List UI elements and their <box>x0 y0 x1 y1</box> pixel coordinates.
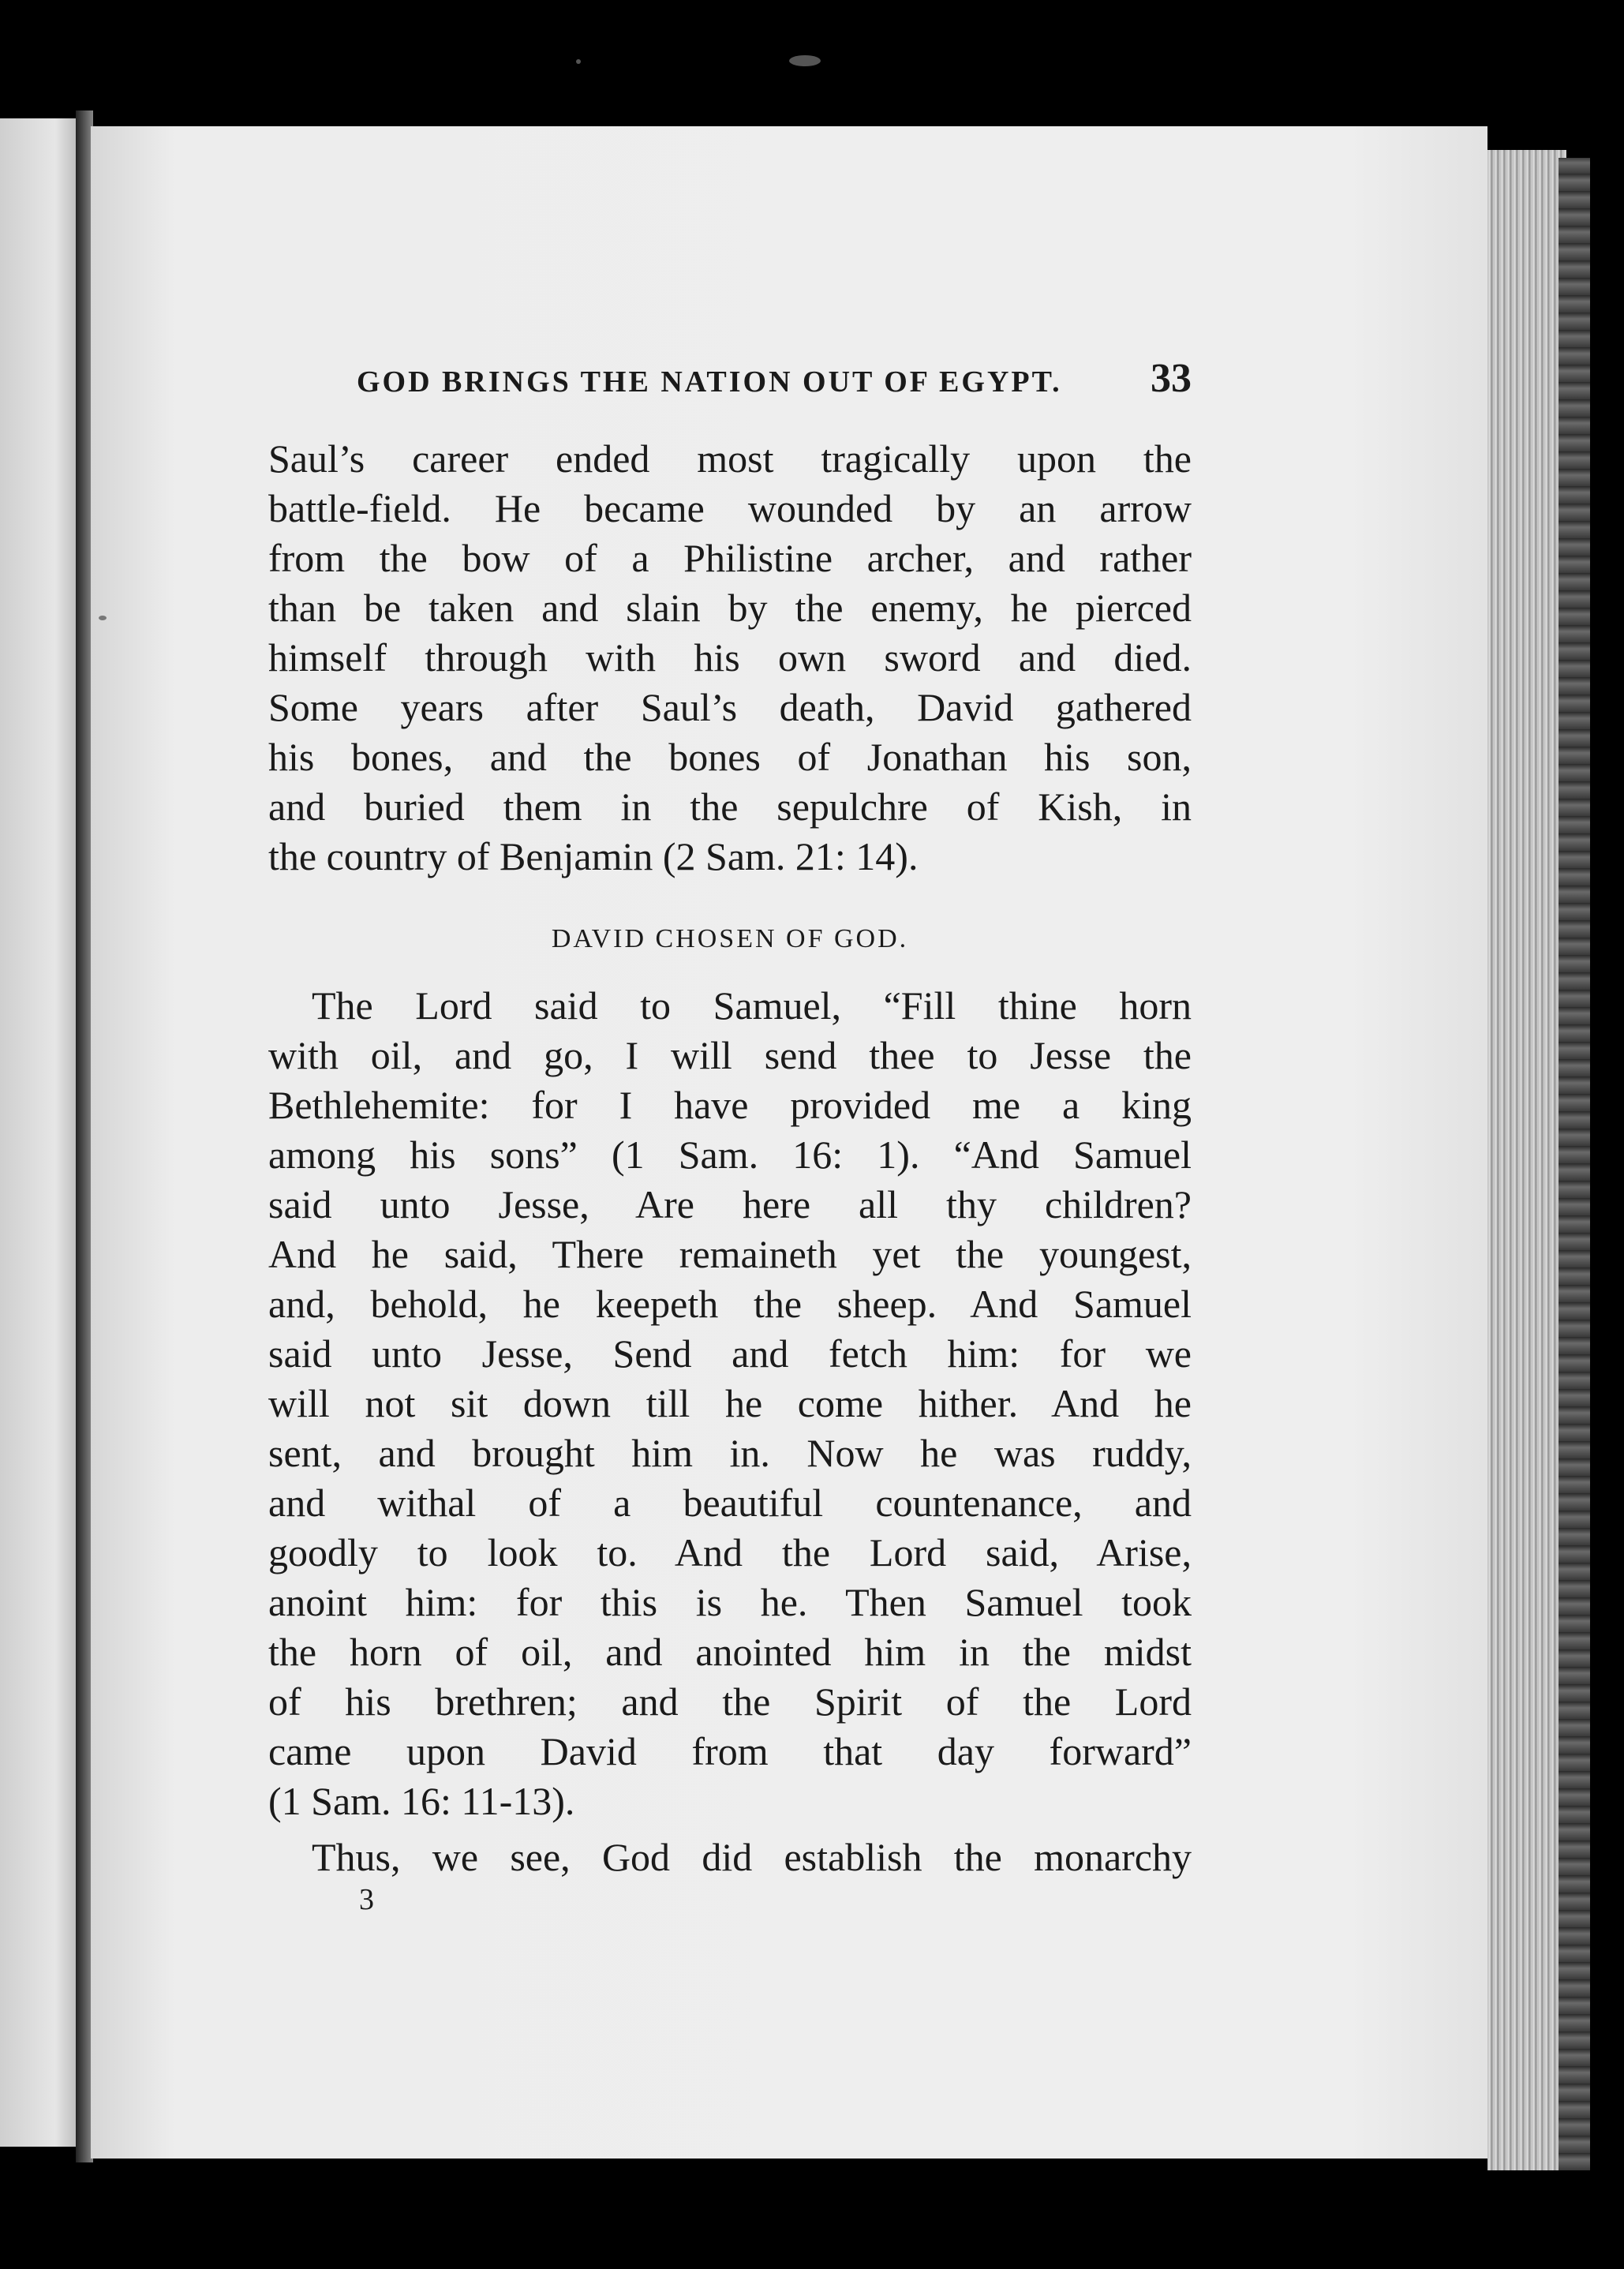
text-line: battle-field. He became wounded by an arrow <box>268 486 1192 530</box>
text-line: the horn of oil, and anointed him in the midst <box>268 1630 1192 1674</box>
text-line: Bethlehemite: for I have provided me a king <box>268 1083 1192 1127</box>
text-line: came upon David from that day forward” <box>268 1729 1192 1773</box>
text-line: The Lord said to Samuel, “Fill thine horn <box>312 983 1192 1028</box>
page-edge-shadow <box>1559 158 1590 2170</box>
previous-page-edge <box>0 118 79 2147</box>
dust-speck <box>99 616 107 620</box>
text-line: goodly to look to. And the Lord said, Arise, <box>268 1530 1192 1574</box>
text-line: (1 Sam. 16: 11-13). <box>268 1779 575 1823</box>
page-edge-stack <box>1487 150 1566 2170</box>
text-line: sent, and brought him in. Now he was ruddy, <box>268 1431 1192 1475</box>
paragraph-monarchy <box>268 1833 1192 1882</box>
text-line: Thus, we see, God did establish the monarchy <box>312 1835 1192 1879</box>
text-line: will not sit down till he come hither. And he <box>268 1381 1192 1425</box>
dust-speck <box>576 59 581 64</box>
text-line: Saul’s career ended most tragically upon the <box>268 436 1192 481</box>
text-line: of his brethren; and the Spirit of the Lord <box>268 1679 1192 1724</box>
text-line: and buried them in the sepulchre of Kish, in <box>268 784 1192 829</box>
text-line: Some years after Saul’s death, David gathered <box>268 685 1192 729</box>
dust-speck <box>789 55 821 66</box>
text-line: the country of Benjamin (2 Sam. 21: 14). <box>268 834 919 878</box>
text-line: said unto Jesse, Are here all thy children? <box>268 1182 1192 1226</box>
text-line: among his sons” (1 Sam. 16: 1). “And Samuel <box>268 1133 1192 1177</box>
text-line: with oil, and go, I will send thee to Jesse the <box>268 1033 1192 1077</box>
text-line: and withal of a beautiful countenance, and <box>268 1481 1192 1525</box>
paragraph-david-chosen <box>268 981 1192 1826</box>
section-heading: DAVID CHOSEN OF GOD. <box>551 924 909 953</box>
paragraph-saul-death <box>268 434 1192 882</box>
page-text-block <box>268 347 1192 1922</box>
text-line: said unto Jesse, Send and fetch him: for we <box>268 1331 1192 1376</box>
text-line: than be taken and slain by the enemy, he pierced <box>268 586 1192 630</box>
text-line: anoint him: for this is he. Then Samuel took <box>268 1580 1192 1624</box>
text-line: from the bow of a Philistine archer, and rather <box>268 536 1192 580</box>
text-line: and, behold, he keepeth the sheep. And Samuel <box>268 1282 1192 1326</box>
text-line: his bones, and the bones of Jonathan his son, <box>268 735 1192 779</box>
page-number: 33 <box>1151 356 1192 401</box>
running-head <box>268 347 1192 410</box>
signature-mark: 3 <box>359 1883 374 1916</box>
running-head-title: GOD BRINGS THE NATION OUT OF EGYPT. <box>357 365 1062 399</box>
text-line: And he said, There remaineth yet the youngest, <box>268 1232 1192 1276</box>
text-line: himself through with his own sword and died. <box>268 635 1192 680</box>
